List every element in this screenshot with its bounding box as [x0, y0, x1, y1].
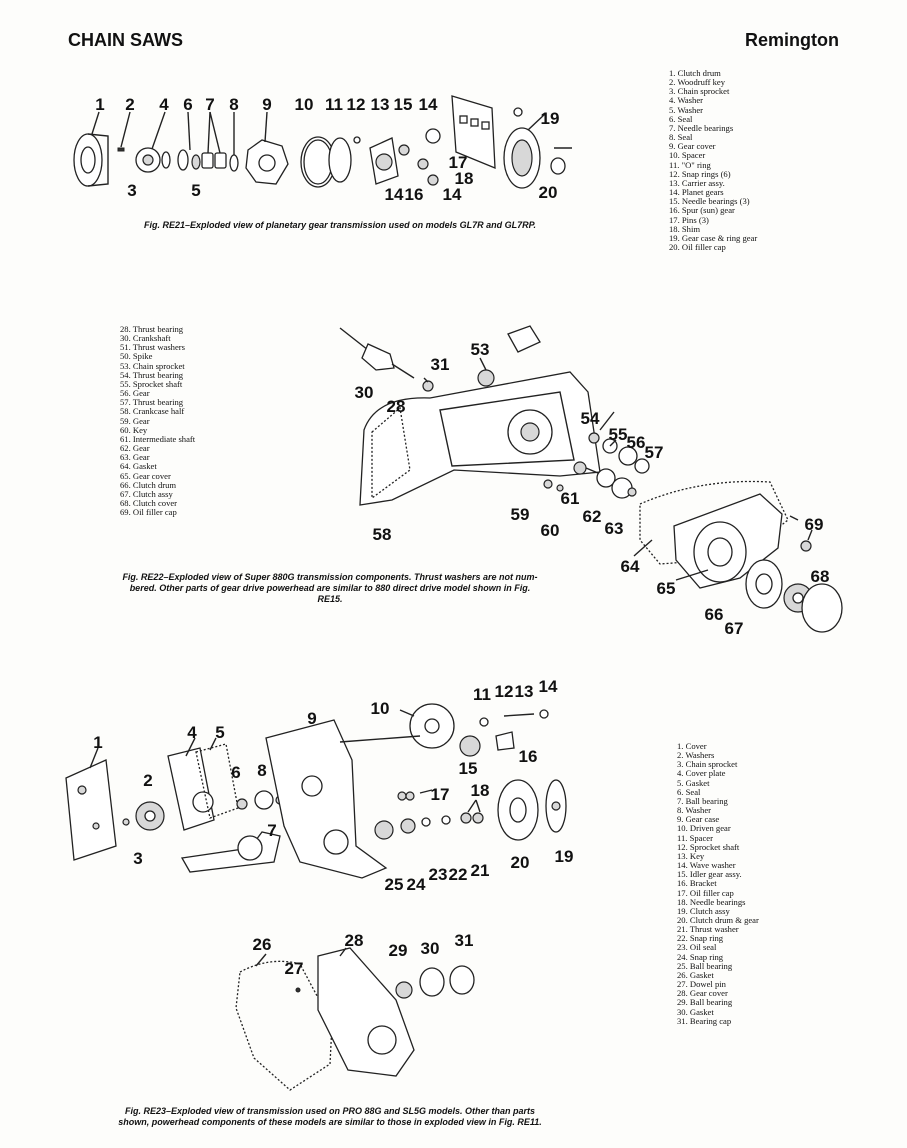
legend-item: 27. Dowel pin [677, 979, 726, 990]
legend-item: 8. Washer [677, 805, 711, 816]
legend-item: 15. Idler gear assy. [677, 869, 742, 880]
legend-item: 18. Shim [669, 223, 701, 234]
callout-number: 15 [393, 95, 413, 114]
callout-number: 6 [231, 763, 241, 782]
callout-number: 25 [384, 875, 404, 894]
legend-item: 20. Oil filler cap [669, 241, 726, 252]
callout-number: 4 [159, 95, 169, 114]
legend-item: 12. Sprocket shaft [677, 841, 740, 852]
legend-item: 69. Oil filler cap [120, 507, 177, 518]
callout-number: 21 [470, 861, 490, 880]
legend-item: 29. Ball bearing [677, 997, 733, 1008]
legend-item: 23. Oil seal [677, 942, 717, 953]
callout-number: 18 [454, 169, 474, 188]
callout-number: 13 [370, 95, 390, 114]
legend-item: 68. Clutch cover [120, 497, 178, 508]
legend-item: 64. Gasket [120, 461, 157, 472]
fig-re22-legend [120, 325, 195, 517]
legend-item: 60. Key [120, 424, 148, 435]
callout-number: 14 [538, 677, 558, 696]
callout-number: 28 [344, 931, 364, 950]
fig-re22-caption-line: bered. Other parts of gear drive powerhead are similar to 880 direct drive model shown in Fig. [129, 583, 531, 593]
running-header-left: CHAIN SAWS [68, 30, 184, 50]
legend-item: 11. Spacer [677, 832, 713, 843]
legend-item: 16. Bracket [677, 878, 717, 889]
legend-item: 8. Seal [669, 132, 693, 143]
legend-item: 53. Chain sprocket [120, 360, 185, 371]
callout-number: 31 [454, 931, 474, 950]
legend-item: 21. Thrust washer [677, 924, 739, 935]
fig-re22-caption-line: Fig. RE22–Exploded view of Super 880G transmission components. Thrust washers are not num- [122, 572, 538, 582]
callout-number: 14 [418, 95, 438, 114]
legend-item: 7. Needle bearings [669, 122, 734, 133]
legend-item: 5. Washer [669, 104, 703, 115]
callout-number: 28 [386, 397, 406, 416]
legend-item: 4. Cover plate [677, 768, 726, 779]
callout-number: 12 [346, 95, 366, 114]
callout-number: 69 [804, 515, 824, 534]
legend-item: 13. Key [677, 850, 705, 861]
fig-re23-caption [60, 1106, 600, 1128]
legend-item: 1. Clutch drum [669, 68, 721, 78]
callout-number: 6 [183, 95, 193, 114]
callout-number: 60 [540, 521, 560, 540]
legend-item: 66. Clutch drum [120, 479, 177, 490]
legend-item: 67. Clutch assy [120, 488, 173, 499]
legend-item: 2. Washers [677, 750, 715, 761]
callout-number: 14 [442, 185, 462, 204]
callout-number: 20 [510, 853, 530, 872]
callout-number: 11 [473, 685, 491, 704]
legend-item: 15. Needle bearings (3) [669, 196, 750, 207]
callout-number: 18 [470, 781, 490, 800]
callout-number: 24 [406, 875, 426, 894]
callout-number: 5 [215, 723, 225, 742]
legend-item: 3. Chain sprocket [669, 86, 730, 97]
legend-item: 7. Ball bearing [677, 795, 728, 806]
callout-number: 2 [143, 771, 153, 790]
legend-item: 12. Snap rings (6) [669, 168, 731, 179]
legend-item: 10. Spacer [669, 150, 706, 161]
fig-re22-caption-line: RE15. [317, 594, 343, 604]
callout-number: 65 [656, 579, 676, 598]
legend-item: 9. Gear case [677, 814, 720, 825]
legend-item: 9. Gear cover [669, 141, 716, 152]
callout-number: 54 [580, 409, 600, 428]
callout-number: 62 [582, 507, 602, 526]
callout-number: 61 [560, 489, 580, 508]
callout-number: 5 [191, 181, 201, 200]
fig-re21-drawing [74, 96, 572, 188]
callout-number: 17 [430, 785, 450, 804]
legend-item: 59. Gear [120, 415, 150, 426]
callout-number: 10 [370, 699, 390, 718]
fig-re23-drawing [66, 704, 566, 1090]
legend-item: 19. Clutch assy [677, 905, 730, 916]
callout-number: 29 [388, 941, 408, 960]
fig-re23-caption-line: shown, powerhead components of these models are similar to those in exploded view in Fig. RE11. [118, 1117, 542, 1127]
legend-item: 57. Thrust bearing [120, 397, 184, 408]
callout-number: 1 [95, 95, 105, 114]
callout-number: 16 [404, 185, 424, 204]
legend-item: 5. Gasket [677, 777, 710, 788]
fig-re23-legend [677, 742, 759, 1026]
legend-item: 24. Snap ring [677, 951, 724, 962]
callout-number: 15 [458, 759, 478, 778]
callout-number: 27 [284, 959, 304, 978]
callout-number: 16 [518, 747, 538, 766]
legend-item: 13. Carrier assy. [669, 177, 725, 188]
callout-number: 22 [448, 865, 468, 884]
legend-item: 11. "O" ring [669, 159, 711, 170]
legend-item: 6. Seal [669, 113, 693, 124]
legend-item: 14. Wave washer [677, 860, 736, 871]
callout-number: 30 [354, 383, 374, 402]
legend-item: 31. Bearing cap [677, 1015, 732, 1026]
callout-number: 57 [644, 443, 664, 462]
callout-number: 67 [724, 619, 744, 638]
callout-number: 23 [428, 865, 448, 884]
callout-number: 53 [470, 340, 490, 359]
callout-number: 17 [448, 153, 468, 172]
legend-item: 61. Intermediate shaft [120, 433, 196, 444]
callout-number: 26 [252, 935, 272, 954]
fig-re23-caption-line: Fig. RE23–Exploded view of transmission used on PRO 88G and SL5G models. Other than parts [124, 1106, 536, 1116]
legend-item: 62. Gear [120, 443, 150, 454]
legend-item: 3. Chain sprocket [677, 759, 738, 770]
callout-number: 14 [384, 185, 404, 204]
callout-number: 3 [127, 181, 137, 200]
callout-number: 12 [494, 682, 514, 701]
running-header-right: Remington [745, 30, 839, 50]
callout-number: 11 [325, 95, 343, 114]
legend-item: 30. Gasket [677, 1006, 714, 1017]
callout-number: 4 [187, 723, 197, 742]
legend-item: 18. Needle bearings [677, 896, 746, 907]
fig-re21-legend [669, 69, 757, 252]
legend-item: 4. Washer [669, 95, 703, 106]
legend-item: 25. Ball bearing [677, 960, 733, 971]
callout-number: 8 [257, 761, 267, 780]
legend-item: 17. Oil filler cap [677, 887, 734, 898]
legend-item: 28. Thrust bearing [120, 324, 184, 334]
fig-re22-caption [60, 572, 600, 605]
callout-number: 66 [704, 605, 724, 624]
callout-number: 8 [229, 95, 239, 114]
callout-number: 19 [540, 109, 560, 128]
legend-item: 1. Cover [677, 741, 707, 751]
callout-number: 1 [93, 733, 103, 752]
legend-item: 19. Gear case & ring gear [669, 232, 758, 243]
legend-item: 65. Gear cover [120, 470, 171, 481]
legend-item: 63. Gear [120, 452, 150, 463]
legend-item: 58. Crankcase half [120, 406, 185, 417]
callout-number: 7 [267, 821, 277, 840]
callout-number: 55 [608, 425, 628, 444]
callout-number: 10 [294, 95, 314, 114]
legend-item: 22. Snap ring [677, 933, 724, 944]
callout-number: 9 [307, 709, 317, 728]
callout-number: 58 [372, 525, 392, 544]
callout-number: 59 [510, 505, 530, 524]
callout-number: 3 [133, 849, 143, 868]
legend-item: 51. Thrust washers [120, 342, 186, 353]
legend-item: 6. Seal [677, 786, 701, 797]
legend-item: 26. Gasket [677, 969, 714, 980]
legend-item: 28. Gear cover [677, 988, 728, 999]
legend-item: 30. Crankshaft [120, 333, 171, 344]
callout-number: 2 [125, 95, 135, 114]
callout-number: 68 [810, 567, 830, 586]
legend-item: 54. Thrust bearing [120, 369, 184, 380]
legend-item: 55. Sprocket shaft [120, 378, 183, 389]
callout-number: 13 [514, 682, 534, 701]
fig-re21-caption: Fig. RE21–Exploded view of planetary gear transmission used on models GL7R and GL7RP. [144, 220, 536, 230]
callout-number: 9 [262, 95, 272, 114]
legend-item: 20. Clutch drum & gear [677, 914, 759, 925]
legend-item: 56. Gear [120, 388, 150, 399]
legend-item: 14. Planet gears [669, 187, 724, 198]
callout-number: 63 [604, 519, 624, 538]
legend-item: 10. Driven gear [677, 823, 731, 834]
callout-number: 30 [420, 939, 440, 958]
callout-number: 19 [554, 847, 574, 866]
legend-item: 50. Spike [120, 351, 153, 362]
callout-number: 56 [626, 433, 646, 452]
legend-item: 2. Woodruff key [669, 77, 726, 88]
legend-item: 17. Pins (3) [669, 214, 709, 225]
callout-number: 7 [205, 95, 215, 114]
legend-item: 16. Spur (sun) gear [669, 205, 735, 216]
callout-number: 64 [620, 557, 640, 576]
callout-number: 20 [538, 183, 558, 202]
callout-number: 31 [430, 355, 450, 374]
